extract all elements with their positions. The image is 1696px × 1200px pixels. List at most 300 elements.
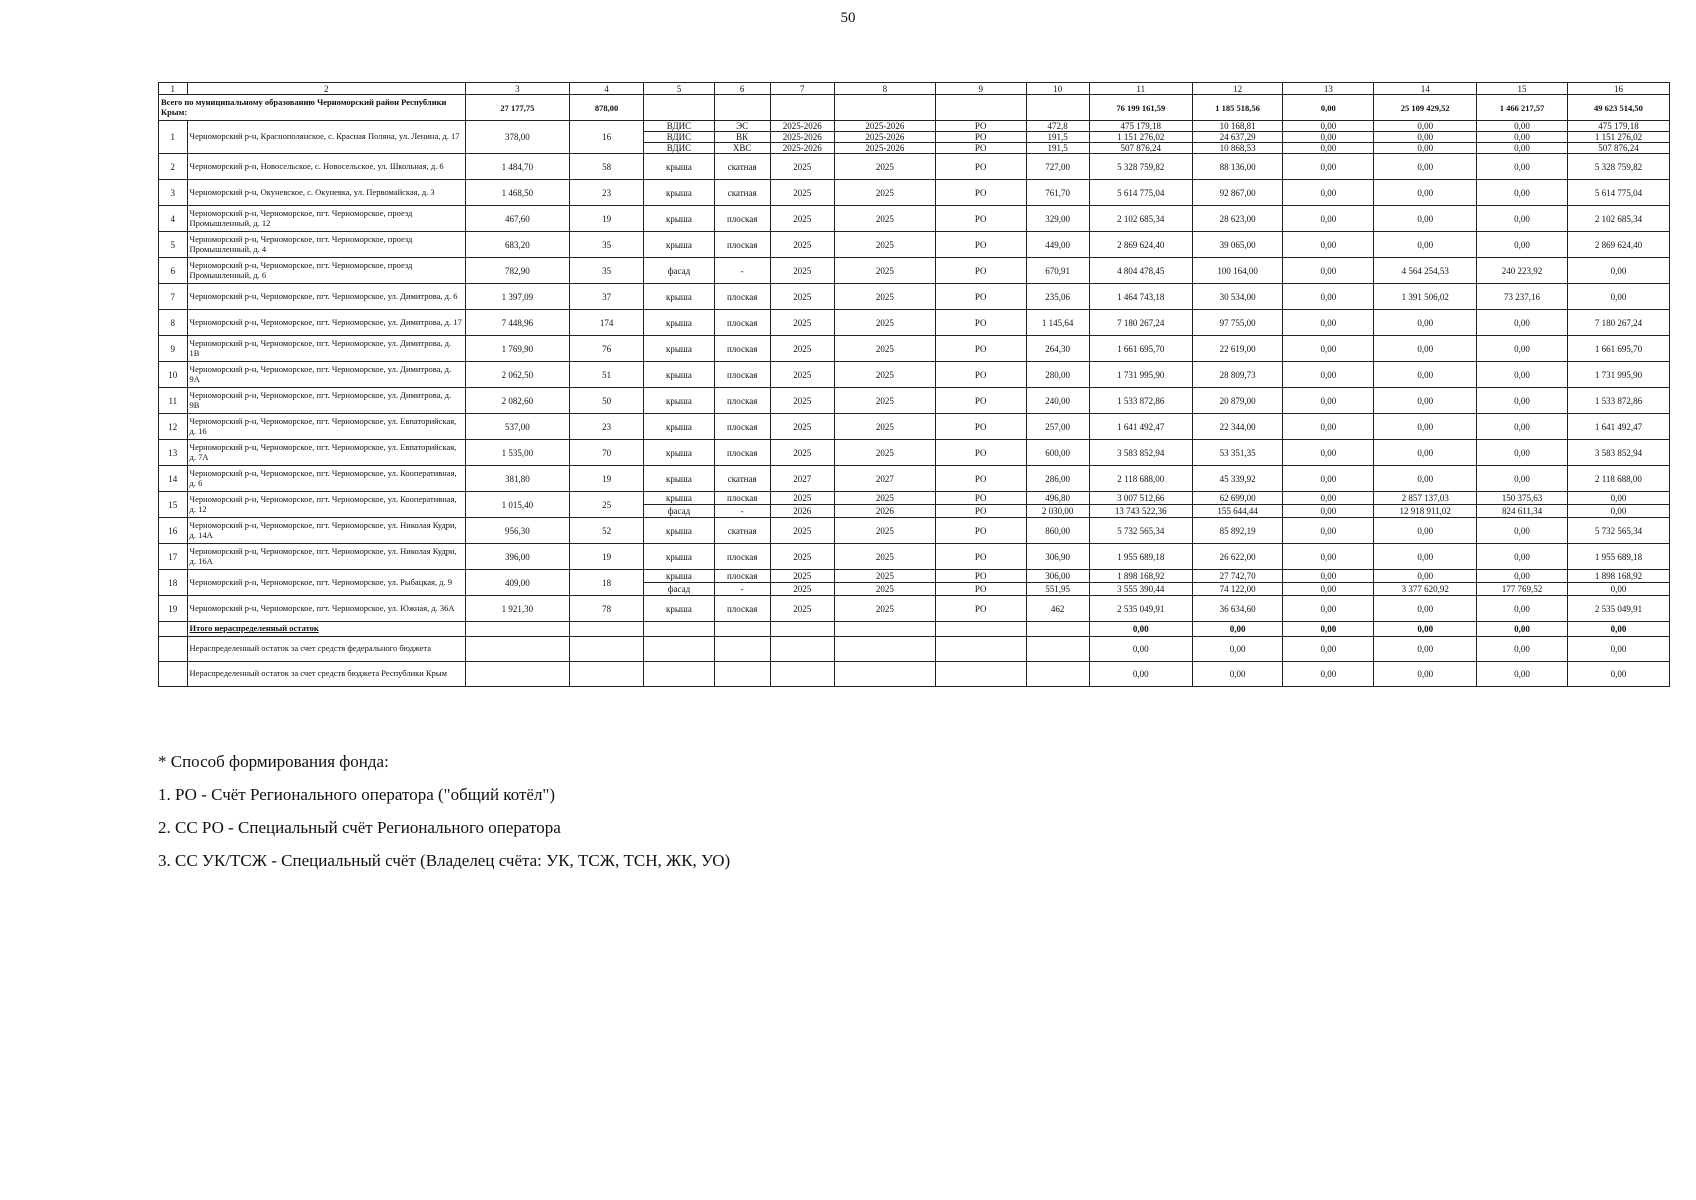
table-cell: 0,00 (1477, 121, 1568, 132)
table-cell: Черноморский р-н, Черноморское, пгт. Черноморское, проезд Промышленный, д. 4 (187, 232, 465, 258)
table-cell: крыша (644, 388, 714, 414)
table-cell: 3 (159, 180, 188, 206)
table-cell: 14 (159, 466, 188, 492)
note-item: 2. СС РО - Специальный счёт Регионального оператора (158, 818, 561, 837)
table-cell: крыша (644, 414, 714, 440)
table-cell: ВДИС (644, 132, 714, 143)
table-row (159, 336, 1670, 362)
table-cell: 0,00 (1477, 206, 1568, 232)
table-cell: скатная (714, 180, 770, 206)
table-cell: 0,00 (1374, 154, 1477, 180)
table-cell: 0,00 (1283, 336, 1374, 362)
table-cell (834, 622, 935, 637)
table-cell: 4 564 254,53 (1374, 258, 1477, 284)
table-cell: крыша (644, 440, 714, 466)
notes-title: * Способ формирования фонда: (158, 752, 389, 771)
table-cell: 3 007 512,66 (1089, 492, 1192, 505)
table-cell: 727,00 (1026, 154, 1089, 180)
table-cell: 0,00 (1374, 206, 1477, 232)
table-cell: 5 (159, 232, 188, 258)
table-cell: Черноморский р-н, Окуневское, с. Окуневка, ул. Первомайская, д. 3 (187, 180, 465, 206)
table-cell: 0,00 (1567, 258, 1669, 284)
table-cell: 2025-2026 (770, 132, 834, 143)
table-cell: 472,8 (1026, 121, 1089, 132)
table-cell: РО (935, 492, 1026, 505)
table-cell: фасад (644, 583, 714, 596)
table-cell: 2025 (770, 596, 834, 622)
table-cell: крыша (644, 336, 714, 362)
table-cell: 3 555 390,44 (1089, 583, 1192, 596)
table-cell: 2025 (834, 284, 935, 310)
table-cell: 52 (569, 518, 643, 544)
table-cell: Черноморский р-н, Краснополянское, с. Красная Поляна, ул. Ленина, д. 17 (187, 121, 465, 154)
table-cell: 2025 (834, 388, 935, 414)
table-cell: 2025 (770, 336, 834, 362)
table-cell: 286,00 (1026, 466, 1089, 492)
table-row (159, 232, 1670, 258)
table-cell: 2025 (770, 544, 834, 570)
table-cell: плоская (714, 388, 770, 414)
table-cell: 0,00 (1283, 570, 1374, 583)
table-cell: 50 (569, 388, 643, 414)
table-cell: 0,00 (1283, 583, 1374, 596)
table-cell: РО (935, 143, 1026, 154)
table-cell: 381,80 (465, 466, 569, 492)
table-row (159, 466, 1670, 492)
table-cell: 0,00 (1374, 388, 1477, 414)
table-cell: 2025 (834, 154, 935, 180)
table-cell: 551,95 (1026, 583, 1089, 596)
table-cell: 264,30 (1026, 336, 1089, 362)
table-cell: РО (935, 180, 1026, 206)
table-row (159, 440, 1670, 466)
table-cell: 5 732 565,34 (1089, 518, 1192, 544)
table-cell: 0,00 (1567, 622, 1669, 637)
note-item: 1. РО - Счёт Регионального оператора ("общий котёл") (158, 785, 556, 804)
table-cell: ВДИС (644, 121, 714, 132)
table-cell: 2 118 688,00 (1567, 466, 1669, 492)
table-cell: 7 448,96 (465, 310, 569, 336)
table-cell: Черноморский р-н, Черноморское, пгт. Черноморское, ул. Димитрова, д. 6 (187, 284, 465, 310)
table-cell: Черноморский р-н, Черноморское, пгт. Черноморское, ул. Димитрова, д. 9В (187, 388, 465, 414)
table-cell: 19 (569, 544, 643, 570)
table-cell: 257,00 (1026, 414, 1089, 440)
table-cell: 2027 (834, 466, 935, 492)
table-cell: 2025 (834, 232, 935, 258)
table-cell: 0,00 (1283, 258, 1374, 284)
table-cell: РО (935, 414, 1026, 440)
table-cell: 1 661 695,70 (1089, 336, 1192, 362)
table-cell: 2025 (834, 310, 935, 336)
table-cell: 0,00 (1283, 544, 1374, 570)
table-cell: 10 (159, 362, 188, 388)
table-cell: 3 583 852,94 (1567, 440, 1669, 466)
table-cell: 2025 (770, 284, 834, 310)
table-cell: 16 (159, 518, 188, 544)
table-row (159, 121, 1670, 132)
table-cell: 2 (159, 154, 188, 180)
table-cell: 2 030,00 (1026, 505, 1089, 518)
table-cell: 2026 (770, 505, 834, 518)
table-cell: 25 (569, 492, 643, 518)
table-cell: Черноморский р-н, Черноморское, пгт. Черноморское, ул. Кооперативная, д. 6 (187, 466, 465, 492)
table-cell: 0,00 (1374, 622, 1477, 637)
table-cell: плоская (714, 544, 770, 570)
table-cell: 150 375,63 (1477, 492, 1568, 505)
table-cell: 15 (1477, 83, 1568, 95)
table-cell: 0,00 (1374, 132, 1477, 143)
table-cell: - (714, 505, 770, 518)
table-cell: 2025 (834, 570, 935, 583)
table-cell (714, 95, 770, 121)
table-cell (834, 637, 935, 662)
table-cell: 7 (159, 284, 188, 310)
table-cell: 6 (714, 83, 770, 95)
table-cell: 7 180 267,24 (1089, 310, 1192, 336)
table-cell (569, 622, 643, 637)
table-cell: 191,5 (1026, 132, 1089, 143)
table-cell: 6 (159, 258, 188, 284)
table-cell: 8 (159, 310, 188, 336)
table-cell: 35 (569, 232, 643, 258)
table-cell: 2 082,60 (465, 388, 569, 414)
table-cell: 329,00 (1026, 206, 1089, 232)
table-cell: плоская (714, 362, 770, 388)
table-cell: 0,00 (1283, 206, 1374, 232)
table-cell: РО (935, 596, 1026, 622)
table-cell: 5 732 565,34 (1567, 518, 1669, 544)
table-cell: 70 (569, 440, 643, 466)
table-cell: 16 (569, 121, 643, 154)
table-cell: Черноморский р-н, Черноморское, пгт. Черноморское, ул. Евпаторийская, д. 7А (187, 440, 465, 466)
table-cell: 600,00 (1026, 440, 1089, 466)
table-cell: ХВС (714, 143, 770, 154)
table-cell: скатная (714, 154, 770, 180)
table-cell: 0,00 (1283, 284, 1374, 310)
table-cell: 0,00 (1089, 622, 1192, 637)
table-cell (770, 662, 834, 687)
table-cell: 240 223,92 (1477, 258, 1568, 284)
table-cell: плоская (714, 206, 770, 232)
table-cell: 0,00 (1477, 622, 1568, 637)
table-row (159, 596, 1670, 622)
table-cell: Черноморский р-н, Черноморское, пгт. Черноморское, проезд Промышленный, д. 6 (187, 258, 465, 284)
table-cell: 0,00 (1283, 180, 1374, 206)
table-cell: 0,00 (1477, 544, 1568, 570)
table-cell: 0,00 (1477, 336, 1568, 362)
table-cell: 39 065,00 (1192, 232, 1283, 258)
table-cell: 191,5 (1026, 143, 1089, 154)
table-cell: фасад (644, 505, 714, 518)
table-cell: 30 534,00 (1192, 284, 1283, 310)
table-cell: 2025 (834, 544, 935, 570)
table-cell: плоская (714, 570, 770, 583)
table-cell: 683,20 (465, 232, 569, 258)
table-cell: крыша (644, 232, 714, 258)
table-cell: 1 641 492,47 (1567, 414, 1669, 440)
table-cell: 0,00 (1477, 143, 1568, 154)
table-cell: 11 (1089, 83, 1192, 95)
table-cell: 26 622,00 (1192, 544, 1283, 570)
table-cell: 18 (569, 570, 643, 596)
table-cell (465, 622, 569, 637)
table-cell: 1 397,09 (465, 284, 569, 310)
table-cell: плоская (714, 596, 770, 622)
table-cell: 1 151 276,02 (1567, 132, 1669, 143)
table-cell: плоская (714, 232, 770, 258)
table-cell: 0,00 (1374, 570, 1477, 583)
table-cell: 0,00 (1374, 310, 1477, 336)
table-cell: 19 (569, 466, 643, 492)
table-cell: 5 614 775,04 (1089, 180, 1192, 206)
table-cell: 2025 (770, 583, 834, 596)
table-cell: 1 731 995,90 (1089, 362, 1192, 388)
table-cell: 27 742,70 (1192, 570, 1283, 583)
table-row (159, 206, 1670, 232)
table-cell: РО (935, 206, 1026, 232)
table-cell: ЭС (714, 121, 770, 132)
table-cell: 475 179,18 (1089, 121, 1192, 132)
table-cell: РО (935, 544, 1026, 570)
table-cell: 0,00 (1477, 637, 1568, 662)
table-cell: крыша (644, 180, 714, 206)
table-cell: 0,00 (1283, 505, 1374, 518)
table-cell (714, 662, 770, 687)
table-cell (644, 622, 714, 637)
table-row (159, 154, 1670, 180)
table-cell: 16 (1567, 83, 1669, 95)
table-cell (465, 662, 569, 687)
table-cell: 2 535 049,91 (1089, 596, 1192, 622)
table-cell (770, 95, 834, 121)
table-cell: 0,00 (1374, 121, 1477, 132)
table-cell: 2 102 685,34 (1567, 206, 1669, 232)
table-cell: РО (935, 121, 1026, 132)
table-cell: крыша (644, 544, 714, 570)
table-cell: 2025 (834, 336, 935, 362)
table-cell: 88 136,00 (1192, 154, 1283, 180)
table-cell: 0,00 (1283, 154, 1374, 180)
table-cell: 22 619,00 (1192, 336, 1283, 362)
table-cell: 0,00 (1283, 466, 1374, 492)
table-row (159, 258, 1670, 284)
table-cell (834, 662, 935, 687)
table-cell: 35 (569, 258, 643, 284)
table-cell: 0,00 (1477, 180, 1568, 206)
table-cell: 8 (834, 83, 935, 95)
table-cell: 240,00 (1026, 388, 1089, 414)
table-cell: 2 869 624,40 (1089, 232, 1192, 258)
table-cell: 62 699,00 (1192, 492, 1283, 505)
table-cell: 36 634,60 (1192, 596, 1283, 622)
table-cell: 0,00 (1477, 232, 1568, 258)
table-cell: 37 (569, 284, 643, 310)
table-cell: 1 484,70 (465, 154, 569, 180)
table-cell (935, 622, 1026, 637)
table-cell: 2025-2026 (834, 143, 935, 154)
table-cell: 0,00 (1192, 662, 1283, 687)
table-cell: 2025 (770, 232, 834, 258)
table-row (159, 388, 1670, 414)
table-cell: 396,00 (465, 544, 569, 570)
table-body (159, 83, 1670, 687)
table-cell: 0,00 (1567, 492, 1669, 505)
table-cell: Черноморский р-н, Черноморское, пгт. Черноморское, ул. Николая Кудри, д. 16А (187, 544, 465, 570)
table-cell (1026, 622, 1089, 637)
summary-row (159, 622, 1670, 637)
table-cell: Черноморский р-н, Новосельское, с. Новосельское, ул. Школьная, д. 6 (187, 154, 465, 180)
table-cell: 1 533 872,86 (1567, 388, 1669, 414)
table-cell (1026, 637, 1089, 662)
table-cell: 19 (159, 596, 188, 622)
table-cell: 0,00 (1283, 440, 1374, 466)
table-cell: 0,00 (1477, 596, 1568, 622)
table-cell: 2025 (770, 570, 834, 583)
table-cell: 0,00 (1374, 518, 1477, 544)
table-cell: 74 122,00 (1192, 583, 1283, 596)
table-cell: Черноморский р-н, Черноморское, пгт. Черноморское, ул. Евпаторийская, д. 16 (187, 414, 465, 440)
table-cell: 1 (159, 121, 188, 154)
table-cell: 11 (159, 388, 188, 414)
table-cell: плоская (714, 440, 770, 466)
table-cell: 2 (187, 83, 465, 95)
table-cell: 1 464 743,18 (1089, 284, 1192, 310)
table-cell: 2 857 137,03 (1374, 492, 1477, 505)
table-cell: 462 (1026, 596, 1089, 622)
table-cell: 51 (569, 362, 643, 388)
table-cell: 1 466 217,57 (1477, 95, 1568, 121)
table-cell: Черноморский р-н, Черноморское, пгт. Черноморское, ул. Кооперативная, д. 12 (187, 492, 465, 518)
table-cell: РО (935, 518, 1026, 544)
table-cell: 306,90 (1026, 544, 1089, 570)
table-cell: 10 (1026, 83, 1089, 95)
table-cell: 155 644,44 (1192, 505, 1283, 518)
table-cell: 0,00 (1374, 414, 1477, 440)
table-cell: 0,00 (1374, 637, 1477, 662)
table-cell: 0,00 (1477, 310, 1568, 336)
table-cell (770, 637, 834, 662)
table-cell: 280,00 (1026, 362, 1089, 388)
table-cell: 378,00 (465, 121, 569, 154)
table-row (159, 284, 1670, 310)
table-cell: 1 661 695,70 (1567, 336, 1669, 362)
table-cell: 13 (159, 440, 188, 466)
table-cell: 7 (770, 83, 834, 95)
table-cell: 507 876,24 (1089, 143, 1192, 154)
table-cell: 1 533 872,86 (1089, 388, 1192, 414)
note-item: 3. СС УК/ТСЖ - Специальный счёт (Владелец счёта: УК, ТСЖ, ТСН, ЖК, УО) (158, 851, 731, 870)
table-cell: 19 (569, 206, 643, 232)
table-cell: 235,06 (1026, 284, 1089, 310)
table-cell: 2025 (770, 492, 834, 505)
table-cell: 824 611,34 (1477, 505, 1568, 518)
table-cell: 0,00 (1374, 232, 1477, 258)
table-cell: 2027 (770, 466, 834, 492)
table-cell: 12 (1192, 83, 1283, 95)
table-cell: 5 (644, 83, 714, 95)
table-cell: 0,00 (1283, 518, 1374, 544)
table-cell: 1 898 168,92 (1567, 570, 1669, 583)
table-cell (935, 662, 1026, 687)
table-cell: 3 (465, 83, 569, 95)
table-cell: 0,00 (1477, 466, 1568, 492)
table-cell: скатная (714, 518, 770, 544)
table-cell: 23 (569, 180, 643, 206)
table-cell: крыша (644, 518, 714, 544)
table-cell: 0,00 (1477, 662, 1568, 687)
table-cell: 2025 (770, 388, 834, 414)
table-cell (159, 662, 188, 687)
table-cell: 0,00 (1567, 284, 1669, 310)
table-cell (569, 662, 643, 687)
table-cell: 0,00 (1283, 310, 1374, 336)
table-cell: 49 623 514,50 (1567, 95, 1669, 121)
table-cell (569, 637, 643, 662)
table-cell: 0,00 (1283, 95, 1374, 121)
table-cell: РО (935, 362, 1026, 388)
table-row (159, 492, 1670, 505)
table-cell: Черноморский р-н, Черноморское, пгт. Черноморское, ул. Димитрова, д. 17 (187, 310, 465, 336)
table-cell: 0,00 (1477, 518, 1568, 544)
table-cell: 2025-2026 (770, 121, 834, 132)
table-cell: 76 199 161,59 (1089, 95, 1192, 121)
table-cell: 76 (569, 336, 643, 362)
table-cell: 1 535,00 (465, 440, 569, 466)
table-cell: крыша (644, 206, 714, 232)
table-cell: крыша (644, 362, 714, 388)
table-cell: 1 955 689,18 (1567, 544, 1669, 570)
table-cell: 17 (159, 544, 188, 570)
table-cell: 13 743 522,36 (1089, 505, 1192, 518)
table-cell: 78 (569, 596, 643, 622)
table-cell: 3 377 620,92 (1374, 583, 1477, 596)
table-cell: 1 641 492,47 (1089, 414, 1192, 440)
table-cell: 0,00 (1283, 637, 1374, 662)
table-cell: РО (935, 258, 1026, 284)
summary-row (159, 637, 1670, 662)
table-cell: 956,30 (465, 518, 569, 544)
table-cell: 782,90 (465, 258, 569, 284)
table-cell: плоская (714, 492, 770, 505)
table-cell: РО (935, 232, 1026, 258)
table-cell: 0,00 (1374, 440, 1477, 466)
table-cell: 0,00 (1283, 622, 1374, 637)
table-cell: 0,00 (1477, 414, 1568, 440)
table-cell: Черноморский р-н, Черноморское, пгт. Черноморское, ул. Рыбацкая, д. 9 (187, 570, 465, 596)
table-cell: 2025-2026 (834, 121, 935, 132)
table-cell: крыша (644, 492, 714, 505)
table-row (159, 544, 1670, 570)
table-cell: 2025 (770, 414, 834, 440)
table-cell: - (714, 258, 770, 284)
table-cell: 2025-2026 (834, 132, 935, 143)
table-cell: 2 535 049,91 (1567, 596, 1669, 622)
table-cell: 0,00 (1567, 505, 1669, 518)
table-cell: 25 109 429,52 (1374, 95, 1477, 121)
table-cell: 409,00 (465, 570, 569, 596)
table-cell: 2025 (770, 440, 834, 466)
table-cell: 5 614 775,04 (1567, 180, 1669, 206)
table-cell: 2025 (834, 492, 935, 505)
table-cell: 9 (159, 336, 188, 362)
table-cell: 4 804 478,45 (1089, 258, 1192, 284)
table-cell: 15 (159, 492, 188, 518)
table-cell: 2025 (770, 258, 834, 284)
table-cell: крыша (644, 310, 714, 336)
table-cell: 92 867,00 (1192, 180, 1283, 206)
table-cell (644, 637, 714, 662)
table-cell: 0,00 (1192, 622, 1283, 637)
